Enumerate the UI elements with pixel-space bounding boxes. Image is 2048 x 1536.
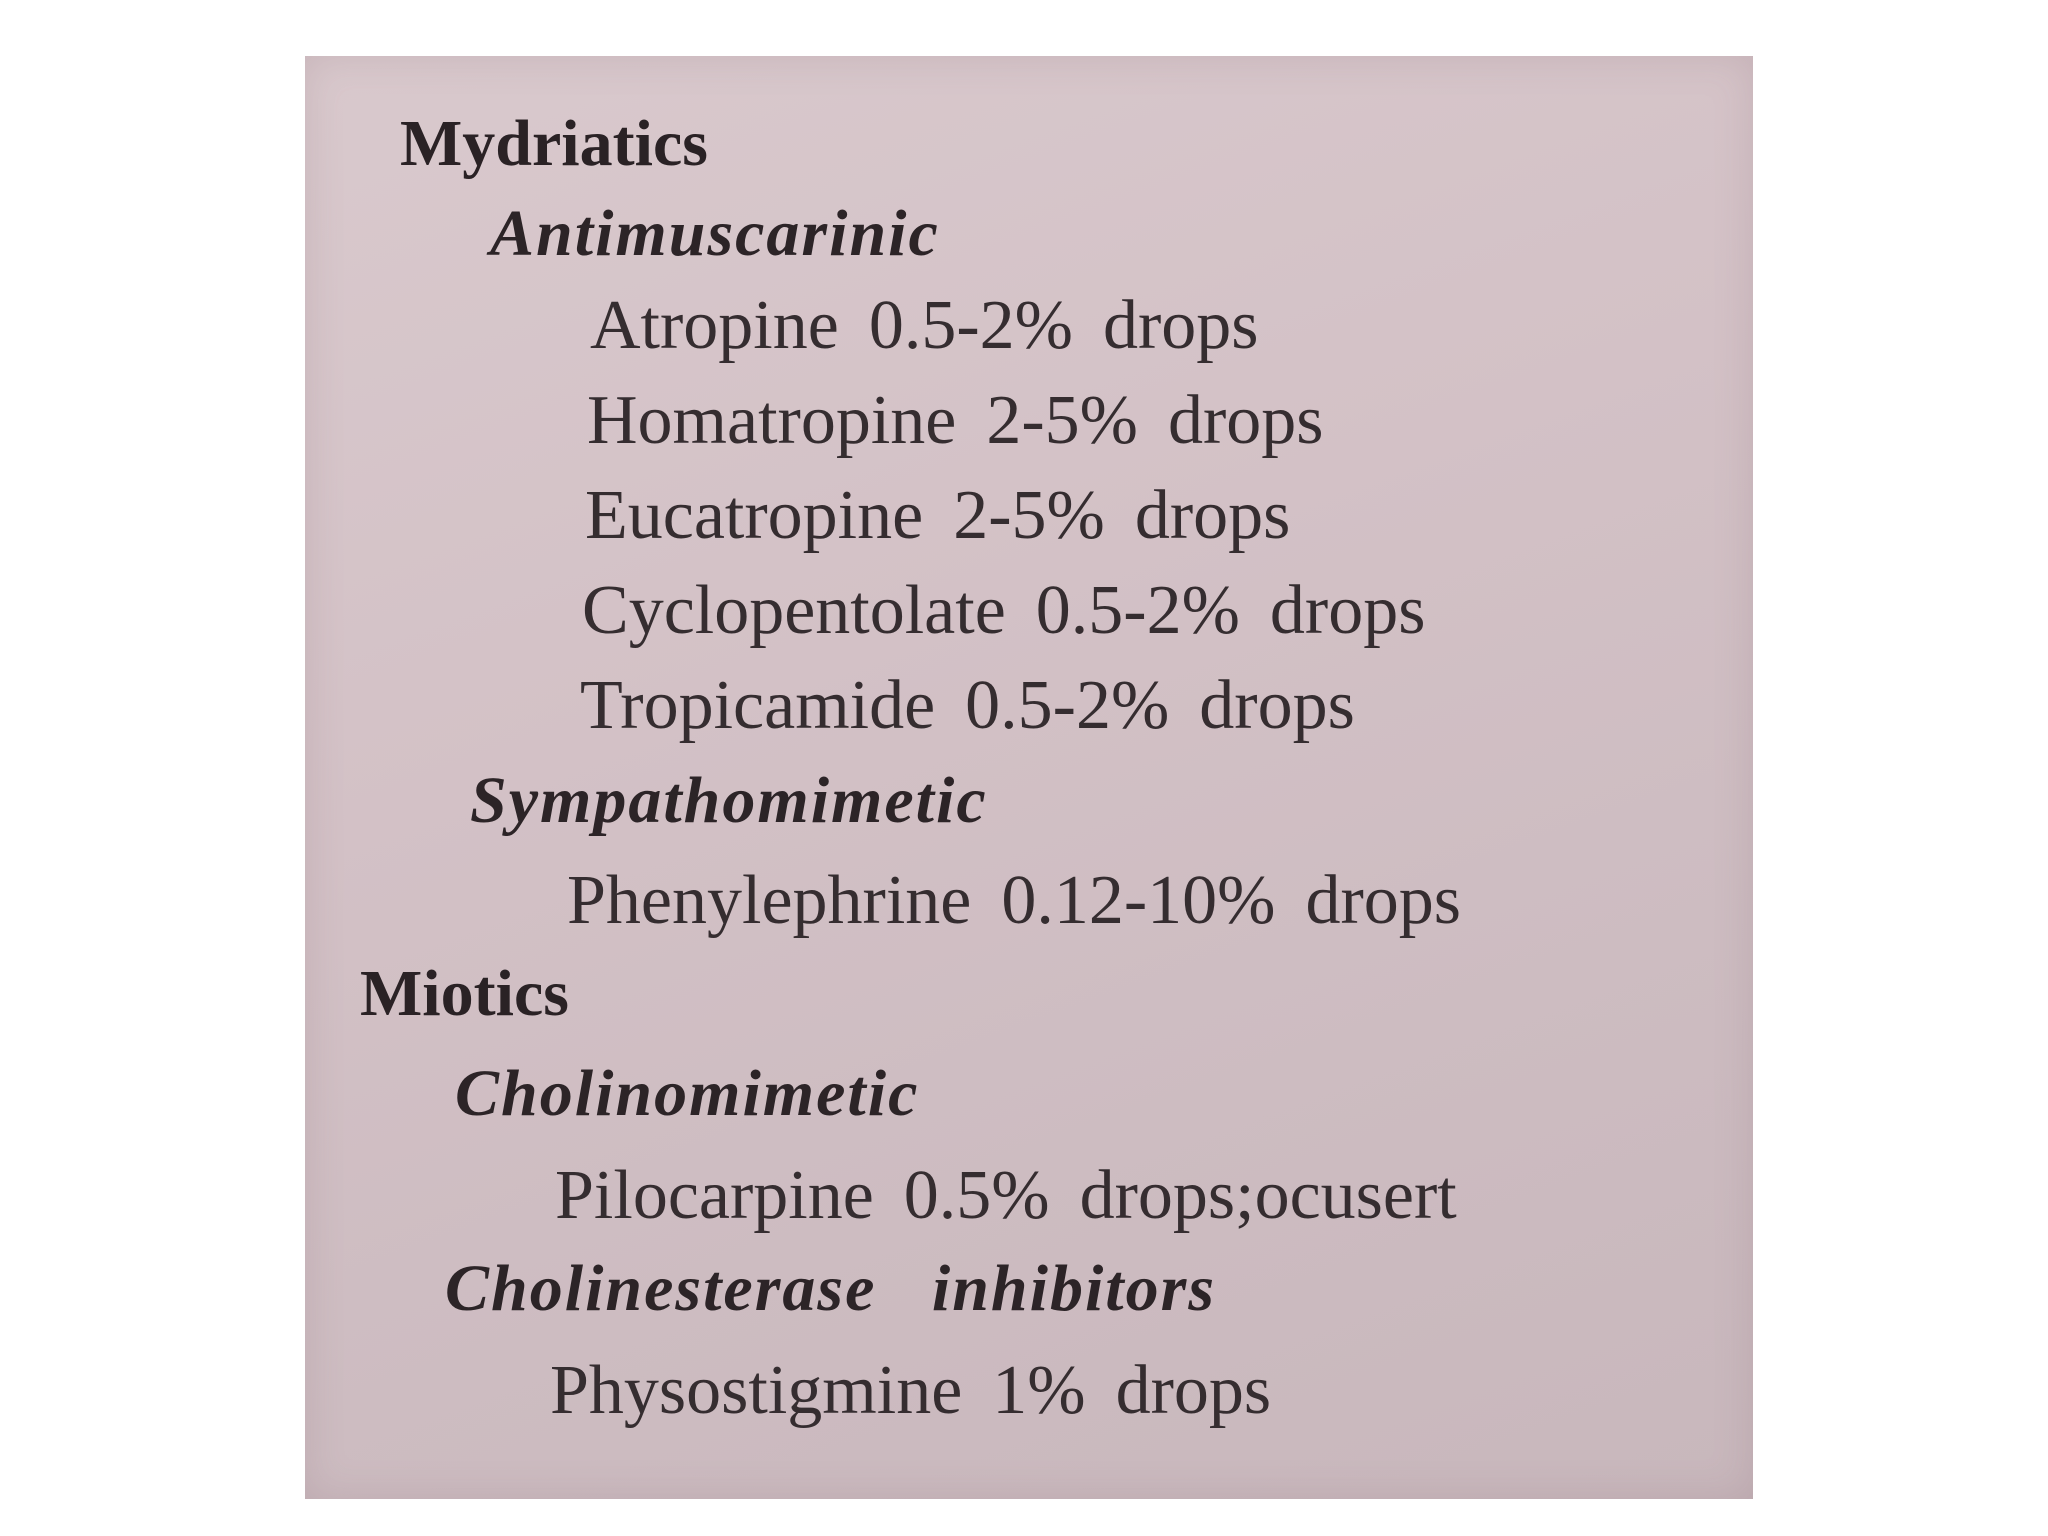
subheading-cholinomimetic: Cholinomimetic: [455, 1057, 920, 1130]
subheading-antimuscarinic: Antimuscarinic: [490, 197, 940, 270]
drug-name: Atropine: [590, 287, 839, 364]
drug-name: Pilocarpine: [555, 1157, 874, 1234]
drug-entry-phenylephrine: [567, 862, 1491, 939]
drug-name: Tropicamide: [580, 667, 936, 744]
drug-strength: 0.5-2%: [965, 667, 1170, 744]
drug-form: drops: [1199, 667, 1355, 744]
drug-form: drops: [1134, 477, 1291, 554]
drug-form: drops: [1305, 862, 1462, 939]
heading-miotics: Miotics: [360, 957, 569, 1030]
drug-entry-eucatropine: [585, 477, 1320, 554]
drug-name: Homatropine: [587, 382, 957, 459]
drug-strength: 0.12-10%: [1001, 862, 1276, 939]
drug-form: drops: [1102, 287, 1259, 364]
drug-name: Cyclopentolate: [582, 572, 1006, 649]
subheading-sympathomimetic: Sympathomimetic: [470, 764, 988, 837]
drug-entry-tropicamide: [580, 667, 1385, 744]
subheading-cholinesterase-inhibitors: Cholinesterase inhibitors: [445, 1252, 1217, 1325]
drug-name: Phenylephrine: [567, 862, 972, 939]
drug-form: drops;ocusert: [1079, 1157, 1457, 1234]
drug-strength: 0.5-2%: [868, 287, 1073, 364]
drug-entry-pilocarpine: [555, 1157, 1487, 1234]
drug-form: drops: [1115, 1352, 1272, 1429]
drug-entry-cyclopentolate: [582, 572, 1455, 649]
drug-strength: 1%: [992, 1352, 1086, 1429]
drug-name: Physostigmine: [550, 1352, 963, 1429]
drug-strength: 2-5%: [986, 382, 1138, 459]
drug-form: drops: [1269, 572, 1426, 649]
heading-mydriatics: Mydriatics: [400, 107, 708, 180]
drug-name: Eucatropine: [585, 477, 924, 554]
drug-entry-physostigmine: [550, 1352, 1301, 1429]
document-photo: [305, 56, 1753, 1499]
drug-strength: 0.5-2%: [1035, 572, 1240, 649]
drug-form: drops: [1167, 382, 1324, 459]
drug-entry-atropine: [590, 287, 1289, 364]
drug-strength: 0.5%: [903, 1157, 1050, 1234]
drug-entry-homatropine: [587, 382, 1354, 459]
drug-strength: 2-5%: [953, 477, 1105, 554]
